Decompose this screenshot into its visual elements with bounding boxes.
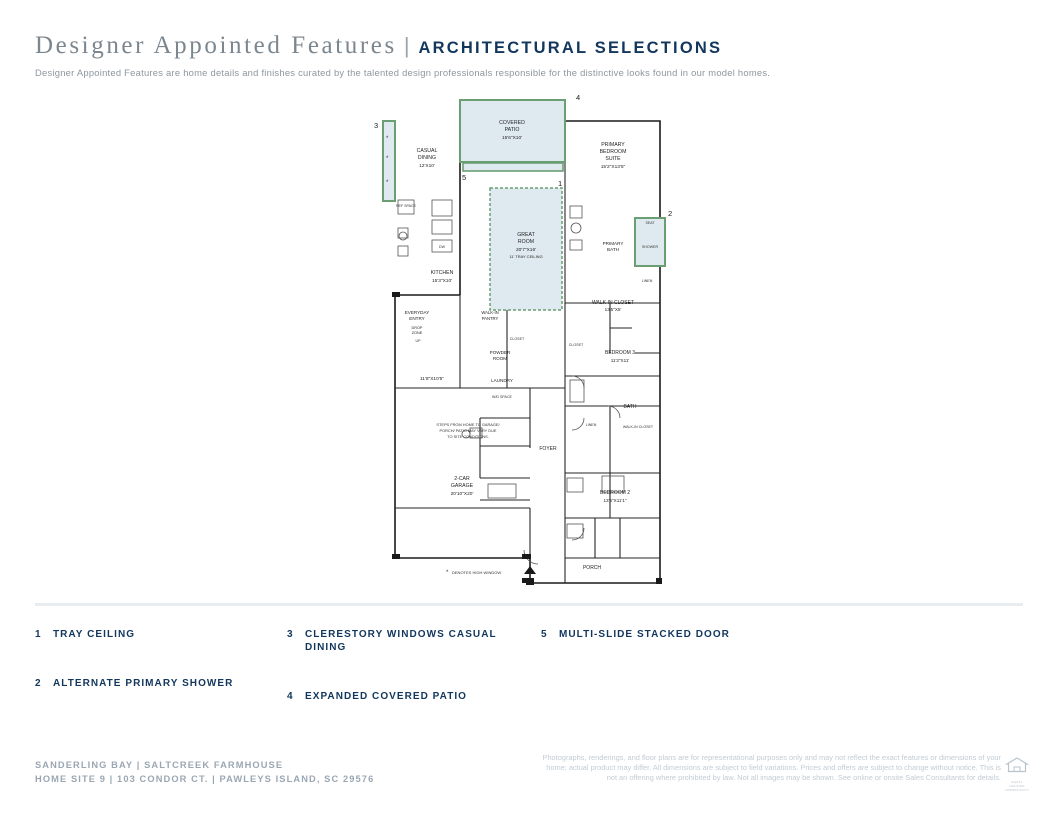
legend-item-2 xyxy=(35,677,285,690)
callout-4: 4 xyxy=(576,93,581,102)
footer-disclaimer: Photographs, renderings, and floor plans are for representational purposes only and may not reflect the exact features or dimensions of your home; actual product may differ. All dimensions are subject to field variations. Prices and offers are subject to change without notice. This is not an offering where prohibited by law. Not all images may be shown. See online or onsite Sales Consultants for details. xyxy=(542,753,1001,782)
label-closet-2: CLOSET xyxy=(568,343,584,347)
note-steps-1: STEPS FROM HOME TO GARAGE/ xyxy=(436,422,500,427)
room-primary-l1: PRIMARY xyxy=(601,142,625,148)
room-covered-patio-dims: 15'6"X10' xyxy=(501,136,523,141)
legend-item-1 xyxy=(35,628,285,641)
legend-number: 3 xyxy=(287,629,293,640)
room-garage-l2: GARAGE xyxy=(450,483,474,489)
label-dw: DW xyxy=(439,245,445,249)
highlight-clerestory xyxy=(383,121,395,201)
room-walkin-pantry-l1: WALK-IN xyxy=(481,310,499,315)
legend-column-3 xyxy=(541,628,791,677)
asterisk-1: * xyxy=(386,136,389,142)
label-up: UP xyxy=(415,339,421,343)
page-subtitle: Designer Appointed Features are home details and finishes curated by the talented design professionals responsible for the distinctive looks found in our model homes. xyxy=(35,67,771,78)
room-great-dims: 20'7"X16' xyxy=(515,248,537,253)
legend-item-5 xyxy=(541,628,791,641)
callout-2: 2 xyxy=(668,209,673,218)
footer-line-1: SANDERLING BAY | SALTCREEK FARMHOUSE xyxy=(35,760,284,770)
room-bedroom2-dims: 13'5"X11'1" xyxy=(603,498,627,503)
legend-number: 4 xyxy=(287,691,293,702)
label-wd-space: W/D SPACE xyxy=(492,395,512,399)
room-primary-l2: BEDROOM xyxy=(599,149,627,155)
footer-line-2: HOME SITE 9 | 103 CONDOR CT. | PAWLEYS ISLAND, SC 29576 xyxy=(35,774,375,784)
callout-5: 5 xyxy=(462,173,467,182)
title-main: Designer Appointed Features xyxy=(35,32,397,59)
room-kitchen-dims: 15'3"X10' xyxy=(431,279,453,284)
legend-item-4 xyxy=(287,690,537,703)
room-walkin-closet: WALK-IN CLOSET xyxy=(591,300,635,306)
legend-number: 5 xyxy=(541,629,547,640)
room-bath: BATH xyxy=(623,404,637,410)
equal-housing-logo xyxy=(1004,756,1030,792)
room-powder-l1: POWDER xyxy=(489,350,511,355)
label-shower: SHOWER xyxy=(641,245,659,249)
room-garage-l1: 2-CAR xyxy=(454,476,470,482)
room-primary-bath-l1: PRIMARY xyxy=(602,241,624,246)
note-steps-2: PORCH/ PATIO MAY VARY DUE xyxy=(439,428,497,433)
legend-number: 2 xyxy=(35,678,41,689)
room-everyday-entry-l2: ENTRY xyxy=(409,316,425,321)
room-primary-bath-l2: BATH xyxy=(607,247,619,252)
legend-label: CLERESTORY WINDOWS CASUAL DINING xyxy=(305,629,497,653)
equal-housing-label: EQUAL HOUSING OPPORTUNITY xyxy=(1005,780,1029,792)
label-ref-space: REF SPACE xyxy=(395,204,417,208)
room-bedroom2: BEDROOM 2 xyxy=(599,490,631,496)
room-covered-patio-l1: COVERED xyxy=(499,120,525,126)
room-powder-l2: ROOM xyxy=(492,356,508,361)
asterisk-2: * xyxy=(386,156,389,162)
legend-label: MULTI-SLIDE STACKED DOOR xyxy=(559,629,730,640)
asterisk-marker: * xyxy=(446,570,449,576)
label-linen-2: LINEN xyxy=(585,423,597,427)
room-casual-dining-l2: DINING xyxy=(417,155,437,161)
asterisk-3: * xyxy=(386,180,389,186)
label-walkin-closet-small: WALK-IN CLOSET xyxy=(622,425,654,429)
room-laundry: LAUNDRY xyxy=(491,378,513,383)
page-title xyxy=(35,32,1015,60)
legend-label: TRAY CEILING xyxy=(53,629,136,640)
room-great-l1: GREAT xyxy=(517,232,535,238)
highlight-stacked-door xyxy=(463,163,563,171)
room-everyday-entry-l1: EVERYDAY xyxy=(404,310,430,315)
floorplan-image xyxy=(370,88,690,598)
room-drop-zone-l1: DROP xyxy=(411,326,423,330)
room-covered-patio-l2: PATIO xyxy=(504,127,520,133)
room-walkin-closet-dims: 13'5"X5' xyxy=(604,307,622,312)
room-primary-l3: SUITE xyxy=(605,156,621,162)
equal-housing-icon xyxy=(1005,756,1029,774)
callout-1: 1 xyxy=(558,179,563,188)
legend-number: 1 xyxy=(35,629,41,640)
room-bedroom3-dims: 11'2"X11' xyxy=(610,358,630,363)
highlight-alt-shower xyxy=(635,218,665,266)
room-foyer: FOYER xyxy=(539,446,557,452)
legend-column-1 xyxy=(35,628,285,726)
title-separator: | xyxy=(403,33,410,58)
legend-label: EXPANDED COVERED PATIO xyxy=(305,691,468,702)
room-garage-dims: 20'10"X20' xyxy=(450,492,474,497)
label-linen: LINEN xyxy=(641,279,653,283)
step-marker xyxy=(524,566,536,574)
callout-3: 3 xyxy=(374,121,379,130)
note-high-window: DENOTES HIGH WINDOW xyxy=(452,570,502,575)
legend-column-2 xyxy=(287,628,537,739)
room-bedroom3: BEDROOM 3 xyxy=(604,350,636,356)
label-closet: CLOSET xyxy=(509,337,525,341)
room-great-note: 11' TRAY CEILING xyxy=(509,254,543,259)
page-header xyxy=(35,32,1015,78)
note-steps-3: TO SITE CONDITIONS. xyxy=(447,434,489,439)
title-subheading: ARCHITECTURAL SELECTIONS xyxy=(418,39,723,57)
room-casual-dining-l1: CASUAL xyxy=(416,148,438,154)
section-divider xyxy=(35,603,1023,606)
room-porch: PORCH xyxy=(582,565,602,571)
room-walkin-pantry-l2: PANTRY xyxy=(481,316,499,321)
legend-label: ALTERNATE PRIMARY SHOWER xyxy=(53,678,234,689)
room-primary-dims: 15'2"X13'5" xyxy=(600,165,626,170)
footer-community-info xyxy=(35,758,374,786)
room-drop-zone-l2: ZONE xyxy=(411,331,423,335)
room-kitchen: KITCHEN xyxy=(430,270,454,276)
floorplan-svg xyxy=(370,88,690,598)
room-great-l2: ROOM xyxy=(517,239,535,245)
room-casual-dining-dims: 12'X10' xyxy=(419,164,435,169)
room-flex-dims: 11'8"X10'5" xyxy=(419,377,445,382)
legend-item-3 xyxy=(287,628,537,654)
label-seat: SEAT xyxy=(645,221,655,225)
